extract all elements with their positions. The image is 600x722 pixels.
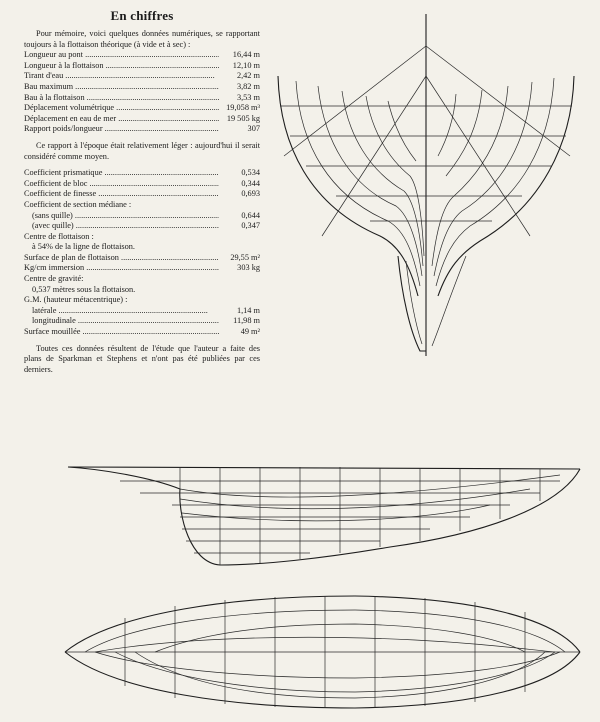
spec-detail: à 54% de la ligne de flottaison. [32, 242, 135, 252]
spec-row: Surface mouillée ..... 49 m² [24, 327, 260, 338]
spec-row: Bau maximum ..... 3,82 m [24, 82, 260, 93]
source-paragraph: Toutes ces données résultent de l'étude que l'auteur a faite des plans de Sparkman et Stephens et n'ont pas été publiées par ces derniers. [24, 343, 260, 374]
coefficients-list [24, 168, 260, 338]
text-column [24, 8, 260, 375]
half-breadth-drawing [55, 588, 590, 716]
spec-row: Coefficient de bloc ..... 0,344 [24, 179, 260, 190]
spec-detail: 0,537 mètres sous la flottaison. [32, 284, 136, 294]
spec-row: latérale ..... 1,14 m [24, 306, 260, 317]
spec-row: Coefficient de finesse ..... 0,693 [24, 189, 260, 200]
spec-row: Déplacement en eau de mer ..... 19 505 kg [24, 114, 260, 125]
spec-row: Coefficient prismatique ..... 0,534 [24, 168, 260, 179]
main-dimensions-list [24, 50, 260, 135]
spec-heading: Centre de gravité: [24, 274, 84, 284]
spec-row: Déplacement volumétrique ..... 19,058 m³ [24, 103, 260, 114]
spec-row: Longueur à la flottaison ..... 12,10 m [24, 61, 260, 72]
spec-row: Bau à la flottaison ..... 3,53 m [24, 93, 260, 104]
intro-paragraph: Pour mémoire, voici quelques données numériques, se rapportant toujours à la flottaison théorique (à vide et à sec) : [24, 29, 260, 49]
section-title: En chiffres [110, 8, 174, 23]
spec-heading: Coefficient de section médiane : [24, 199, 132, 209]
spec-row: Surface de plan de flottaison ..... 29,55 m² [24, 253, 260, 264]
profile-drawing [60, 455, 590, 585]
spec-row: longitudinale ..... 11,98 m [24, 316, 260, 327]
spec-heading: Centre de flottaison : [24, 231, 94, 241]
spec-row: (sans quille) ..... 0,644 [24, 211, 260, 222]
body-plan-drawing [270, 6, 590, 366]
spec-row: Tirant d'eau ..... 2,42 m [24, 71, 260, 82]
spec-row: Rapport poids/longueur ..... 307 [24, 124, 260, 135]
spec-row: Longueur au pont ..... 16,44 m [24, 50, 260, 61]
ratio-paragraph: Ce rapport à l'époque était relativement léger : aujourd'hui il serait considéré comme moyen. [24, 140, 260, 161]
spec-row: (avec quille) ..... 0,347 [24, 221, 260, 232]
spec-heading: G.M. (hauteur métacentrique) : [24, 295, 128, 305]
spec-row: Kg/cm immersion ..... 303 kg [24, 263, 260, 274]
